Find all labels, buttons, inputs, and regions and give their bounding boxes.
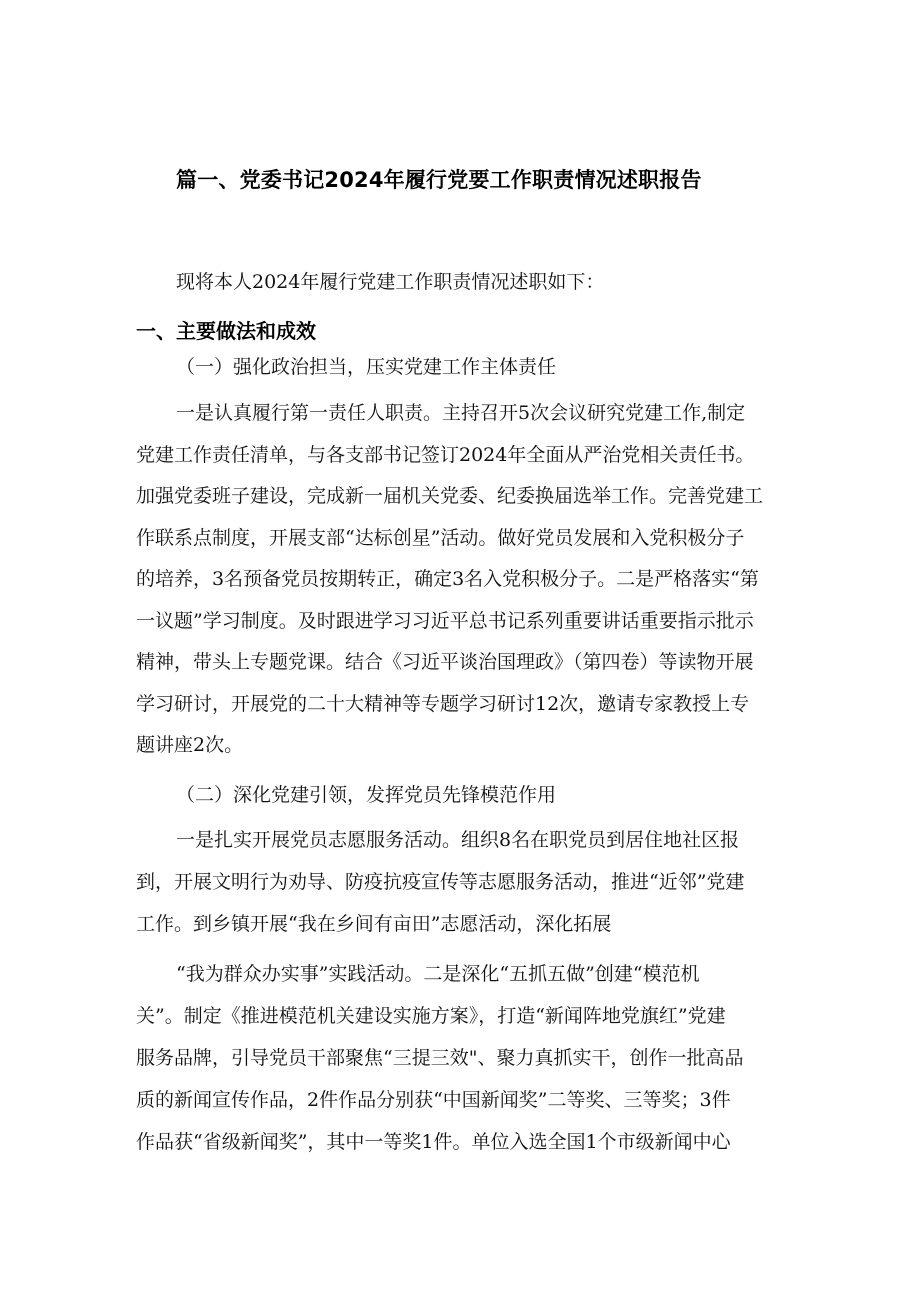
paragraph-line: 质的新闻宣传作品，2件作品分别获“中国新闻奖”二等奖、三等奖；3件 [136,1089,731,1111]
paragraph-line: 党建工作责任清单，与各支部书记签订2024年全面从严治党相关责任书。 [136,444,755,466]
paragraph-line: 服务品牌，引导党员干部聚焦“三提三效"、聚力真抓实干，创作一批高品 [136,1047,744,1069]
paragraph-line: 一议题”学习制度。及时跟进学习习近平总书记系列重要讲话重要指示批示 [136,610,754,632]
paragraph-line: 到，开展文明行为劝导、防疫抗疫宣传等志愿服务活动，推进“近邻”党建 [136,871,745,893]
paragraph-line: 的培养，3名预备党员按期转正，确定3名入党积极分子。二是严格落实“第 [136,568,759,590]
paragraph-line: 一是扎实开展党员志愿服务活动。组织8名在职党员到居住地社区报 [176,829,740,851]
subsection-heading: （一）强化政治担当，压实党建工作主体责任 [176,356,557,378]
paragraph-line: 工作。到乡镇开展“我在乡间有亩田”志愿活动，深化拓展 [136,913,612,935]
paragraph-line: 加强党委班子建设，完成新一届机关党委、纪委换届选举工作。完善党建工 [136,485,764,507]
paragraph-line: 作品获“省级新闻奖”，其中一等奖1件。单位入选全国1个市级新闻中心 [136,1131,731,1153]
paragraph-line: 学习研讨，开展党的二十大精神等专题学习研讨12次，邀请专家教授上专 [136,693,750,715]
subsection-heading: （二）深化党建引领，发挥党员先锋模范作用 [176,784,557,806]
paragraph-line: 题讲座2次。 [136,734,244,756]
intro-text: 现将本人2024年履行党建工作职责情况述职如下： [176,271,605,293]
section-heading: 一、主要做法和成效 [136,319,316,343]
paragraph-line: 关”。制定《推进模范机关建设实施方案》，打造“新闻阵地党旗红”党建 [136,1005,726,1027]
paragraph-line: “我为群众办实事”实践活动。二是深化“五抓五做”创建“模范机 [176,963,700,985]
paragraph-line: 精神，带头上专题党课。结合《习近平谈治国理政》（第四卷）等读物开展 [136,651,754,673]
paragraph-line: 一是认真履行第一责任人职责。主持召开5次会议研究党建工作,制定 [176,402,746,424]
paragraph-line: 作联系点制度，开展支部“达标创星”活动。做好党员发展和入党积极分子 [136,527,745,549]
document-title: 篇一、党委书记2024年履行党要工作职责情况述职报告 [176,168,702,192]
